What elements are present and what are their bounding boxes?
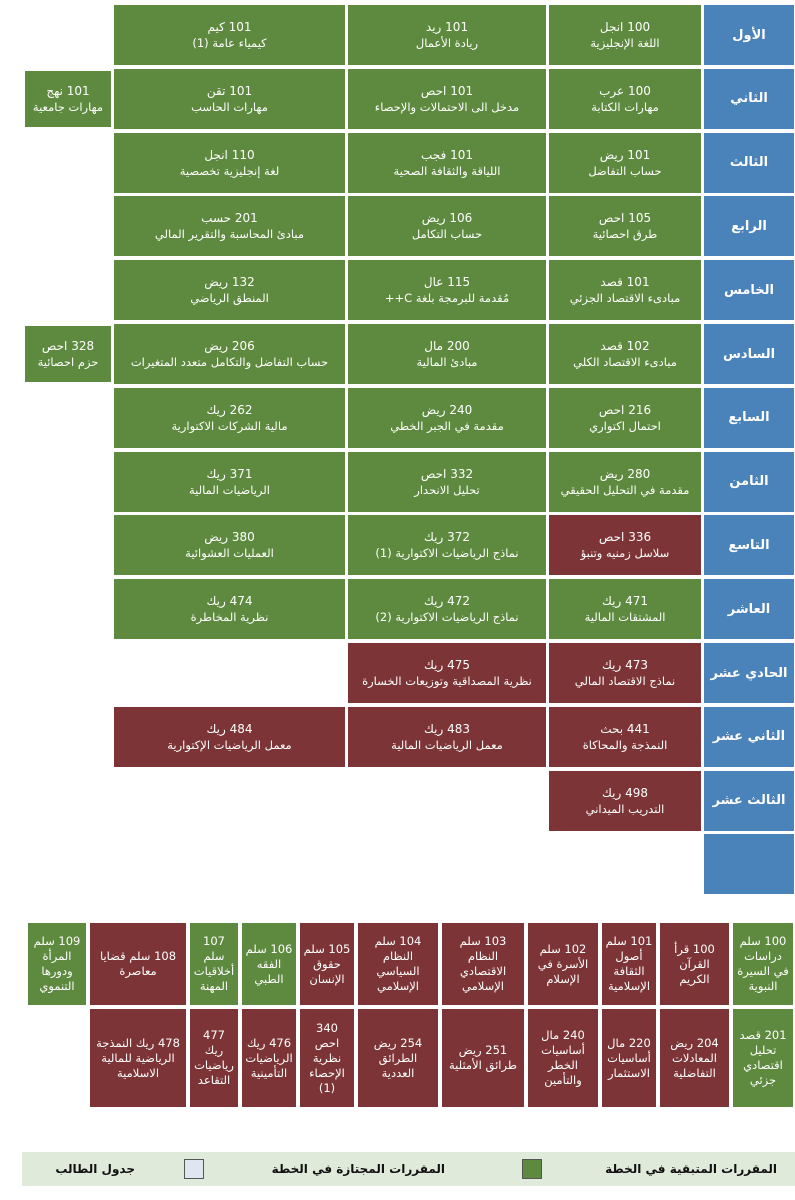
- course-cell: [113, 195, 346, 257]
- elective-cell: [89, 922, 187, 1006]
- course-code: 102 قصد: [600, 339, 650, 353]
- course-cell: [347, 132, 547, 194]
- course-code: 471 ريك: [602, 594, 648, 609]
- course-name: كيمياء عامة (1): [192, 36, 267, 50]
- course-name: احتمال اكتواري: [589, 418, 661, 433]
- course-code: 262 ريك: [206, 402, 253, 417]
- elective-text: 107 سلم أخلاقيات المهنة: [193, 934, 235, 993]
- course-code: 101 كيم: [207, 20, 252, 34]
- course-code: 100 انجل: [599, 20, 651, 34]
- course-name: مبادىء الاقتصاد الجزئي: [569, 291, 681, 306]
- course-cell: [113, 68, 346, 130]
- legend-remaining-swatch: [522, 1159, 542, 1179]
- course-name: مهارات جامعية: [32, 99, 104, 114]
- course-code: 280 ريض: [599, 466, 651, 481]
- course-name: مبادئ المالية: [416, 355, 478, 369]
- legend-remaining-label: المقررات المتبقية في الخطة: [605, 1162, 777, 1176]
- course-name: العمليات العشوائية: [185, 546, 274, 561]
- course-cell: [24, 70, 112, 128]
- course-code: 101 نهج: [46, 83, 90, 98]
- course-name: حساب التفاضل: [588, 163, 662, 178]
- semester-label: [703, 770, 795, 832]
- course-code: 201 حسب: [201, 211, 258, 226]
- course-name: المشتقات المالية: [584, 610, 666, 625]
- course-name: طرق احصائية: [592, 227, 658, 242]
- course-code: 105 احص: [598, 211, 652, 226]
- course-name: حساب التكامل: [411, 227, 483, 242]
- course-code: 132 ريض: [204, 275, 255, 290]
- semester-label: [703, 514, 795, 576]
- course-code: 206 ريض: [204, 339, 255, 353]
- legend-schedule-label: جدول الطالب: [55, 1162, 135, 1176]
- course-cell: [548, 195, 702, 257]
- elective-cell: [241, 922, 297, 1006]
- elective-text: 254 ريض الطرائق العددية: [373, 1035, 423, 1080]
- course-code: 101 فجب: [421, 147, 473, 162]
- course-cell: [548, 770, 702, 832]
- elective-text: 476 ريك الرياضيات التأمينية: [245, 1035, 293, 1080]
- course-code: 498 ريك: [602, 785, 648, 800]
- course-name: الرياضيات المالية: [189, 482, 270, 497]
- elective-cell: [189, 1008, 239, 1108]
- elective-cell: [357, 922, 439, 1006]
- elective-text: 340 احص نظرية الإحصاء (1): [309, 1020, 345, 1095]
- course-cell: [347, 4, 547, 66]
- course-code: 115 عال: [423, 275, 471, 290]
- course-cell: [347, 68, 547, 130]
- course-cell: [113, 514, 346, 576]
- semester-label-text: العاشر: [727, 601, 771, 617]
- course-name: ريادة الأعمال: [415, 36, 479, 50]
- course-cell: [548, 451, 702, 513]
- course-code: 200 مال: [424, 339, 470, 353]
- semester-label-text: الثاني عشر: [712, 729, 786, 745]
- semester-label-text: السادس: [722, 346, 776, 362]
- elective-text: 240 مال أساسيات الخطر والتأمين: [541, 1028, 585, 1087]
- course-cell: [113, 387, 346, 449]
- elective-text: 478 ريك النمذجة الرياضية للمالية الاسلامية: [96, 1035, 180, 1080]
- course-name: مقدمة في التحليل الحقيقي: [560, 482, 690, 497]
- course-cell: [548, 4, 702, 66]
- semester-label: [703, 68, 795, 130]
- elective-text: 103 سلم النظام الاقتصادي الإسلامي: [459, 934, 507, 993]
- course-name: تحليل الانحدار: [414, 482, 480, 497]
- course-code: 371 ريك: [206, 466, 253, 481]
- semester-label-text: الرابع: [731, 218, 767, 234]
- semester-label: [703, 132, 795, 194]
- course-cell: [548, 578, 702, 640]
- course-code: 240 ريض: [421, 402, 473, 417]
- elective-cell: [441, 1008, 525, 1108]
- course-name: نظرية المخاطرة: [190, 610, 269, 625]
- course-cell: [347, 195, 547, 257]
- course-cell: [548, 642, 702, 704]
- elective-cell: [527, 1008, 599, 1108]
- elective-text: 108 سلم قضايا معاصرة: [99, 949, 177, 978]
- semester-label-text: الثالث عشر: [712, 793, 786, 809]
- course-name: مهارات الكتابة: [591, 99, 659, 114]
- course-code: 483 ريك: [424, 721, 470, 736]
- course-code: 101 ريض: [599, 147, 651, 162]
- elective-text: 204 ريض المعادلات التفاضلية: [670, 1035, 719, 1080]
- course-name: نظرية المصداقية وتوزيعات الخسارة: [362, 674, 532, 688]
- course-code: 473 ريك: [602, 658, 648, 672]
- course-code: 474 ريك: [206, 594, 253, 609]
- elective-cell: [89, 1008, 187, 1108]
- course-cell: [347, 642, 547, 704]
- course-code: 484 ريك: [206, 721, 253, 736]
- course-cell: [113, 259, 346, 321]
- elective-text: 109 سلم المرأة ودورها التنموي: [33, 934, 81, 993]
- semester-label: [703, 642, 795, 704]
- course-code: 216 احص: [598, 402, 652, 417]
- semester-label-text: الأول: [732, 27, 766, 43]
- elective-cell: [659, 1008, 730, 1108]
- course-cell: [113, 706, 346, 768]
- elective-text: 220 مال أساسيات الاستثمار: [607, 1035, 651, 1080]
- elective-cell: [732, 1008, 794, 1108]
- course-name: معمل الرياضيات المالية: [391, 737, 503, 752]
- elective-text: 251 ريض طرائق الأمثلية: [449, 1043, 517, 1072]
- course-code: 441 بحث: [600, 721, 650, 736]
- semester-label: [703, 387, 795, 449]
- course-code: 101 تقن: [206, 83, 253, 98]
- semester-label: [703, 195, 795, 257]
- semester-label: [703, 451, 795, 513]
- elective-cell: [441, 922, 525, 1006]
- course-name: مبادىء الاقتصاد الكلي: [573, 355, 677, 369]
- course-code: 380 ريض: [204, 530, 255, 545]
- course-name: مدخل الى الاحتمالات والإحصاء: [374, 99, 520, 114]
- course-cell: [347, 323, 547, 385]
- elective-text: 100 سلم دراسات في السيرة النبوية: [737, 934, 789, 993]
- semester-label: [703, 4, 795, 66]
- course-code: 472 ريك: [424, 594, 470, 609]
- course-cell: [113, 4, 346, 66]
- course-name: المنطق الرياضي: [190, 291, 269, 306]
- elective-text: 104 سلم النظام السياسي الإسلامي: [374, 934, 422, 993]
- course-cell: [548, 706, 702, 768]
- course-name: التدريب الميداني: [585, 801, 665, 816]
- elective-cell: [189, 922, 239, 1006]
- course-name: مهارات الحاسب: [191, 99, 268, 114]
- elective-cell: [601, 1008, 657, 1108]
- course-code: 336 احص: [598, 530, 652, 545]
- semester-label: [703, 259, 795, 321]
- semester-label-text: الحادي عشر: [710, 665, 788, 681]
- course-name: سلاسل زمنيه وتنبؤ: [580, 546, 670, 561]
- elective-cell: [299, 922, 355, 1006]
- semester-label-text: السابع: [728, 410, 770, 426]
- semester-label-text: التاسع: [728, 537, 770, 553]
- elective-text: 102 سلم الأسرة في الإسلام: [537, 941, 589, 986]
- course-cell: [113, 323, 346, 385]
- elective-cell: [601, 922, 657, 1006]
- course-code: 106 ريض: [421, 211, 473, 226]
- course-cell: [113, 451, 346, 513]
- semester-label: [703, 706, 795, 768]
- course-name: معمل الرياضيات الإكتوارية: [167, 737, 292, 752]
- course-name: نماذج الاقتصاد المالي: [574, 674, 676, 688]
- course-cell: [548, 387, 702, 449]
- course-cell: [113, 132, 346, 194]
- course-code: 372 ريك: [424, 530, 470, 545]
- course-code: 101 قصد: [600, 275, 650, 290]
- course-cell: [347, 259, 547, 321]
- elective-cell: [357, 1008, 439, 1108]
- course-name: اللغة الإنجليزية: [590, 36, 660, 50]
- elective-text: 105 سلم حقوق الإنسان: [303, 941, 351, 986]
- course-code: 475 ريك: [424, 658, 470, 672]
- course-code: 328 احص: [41, 339, 95, 353]
- elective-cell: [659, 922, 730, 1006]
- course-name: مقدمة في الجبر الخطي: [390, 418, 504, 433]
- course-name: مالية الشركات الاكتوارية: [171, 418, 288, 433]
- course-name: مبادئ المحاسبة والتقرير المالي: [154, 227, 305, 242]
- course-cell: [548, 259, 702, 321]
- course-name: مُقدمة للبرمجة بلغة C++: [384, 291, 510, 306]
- semester-label: [703, 323, 795, 385]
- semester-label-text: الخامس: [723, 282, 774, 298]
- elective-text: 106 سلم الفقه الطبي: [245, 941, 293, 986]
- course-cell: [347, 578, 547, 640]
- course-code: 101 ريد: [425, 20, 469, 34]
- course-name: حساب التفاضل والتكامل متعدد المتغيرات: [130, 355, 329, 369]
- course-cell: [548, 514, 702, 576]
- semester-label: [703, 578, 795, 640]
- course-cell: [347, 706, 547, 768]
- course-code: 110 انجل: [204, 147, 255, 162]
- course-code: 100 عرب: [599, 83, 651, 98]
- semester-label-text: الثامن: [729, 474, 769, 490]
- course-name: نماذج الرياضيات الاكتوارية (2): [375, 610, 519, 625]
- course-cell: [548, 132, 702, 194]
- course-code: 332 احص: [420, 466, 474, 481]
- semester-label-text: الثاني: [730, 91, 768, 107]
- semester-label-text: الثالث: [729, 155, 769, 171]
- elective-text: 101 سلم أصول الثقافة الإسلامية: [605, 934, 653, 993]
- course-cell: [113, 578, 346, 640]
- elective-text: 201 قصد تحليل اقتصادي جزئي: [739, 1028, 787, 1087]
- elective-cell: [732, 922, 794, 1006]
- course-cell: [347, 514, 547, 576]
- course-cell: [347, 387, 547, 449]
- course-cell: [548, 68, 702, 130]
- course-name: لغة إنجليزية تخصصية: [179, 163, 280, 178]
- legend-schedule-swatch: [184, 1159, 204, 1179]
- legend-passed-label: المقررات المجتازة في الخطة: [271, 1162, 445, 1176]
- semester-label: [703, 833, 795, 895]
- course-name: نماذج الرياضيات الاكتوارية (1): [375, 546, 519, 561]
- course-name: اللياقة والثقافة الصحية: [393, 163, 501, 178]
- course-cell: [24, 325, 112, 383]
- elective-text: 100 قرأ القرآن الكريم: [674, 941, 715, 986]
- course-name: حزم احصائية: [37, 355, 99, 369]
- course-code: 101 احص: [420, 83, 474, 98]
- course-cell: [548, 323, 702, 385]
- elective-cell: [527, 922, 599, 1006]
- course-name: النمذجة والمحاكاة: [582, 737, 668, 752]
- elective-cell: [241, 1008, 297, 1108]
- elective-cell: [27, 922, 87, 1006]
- course-cell: [347, 451, 547, 513]
- elective-text: 477 ريك رياضيات التقاعد: [194, 1028, 234, 1087]
- elective-cell: [299, 1008, 355, 1108]
